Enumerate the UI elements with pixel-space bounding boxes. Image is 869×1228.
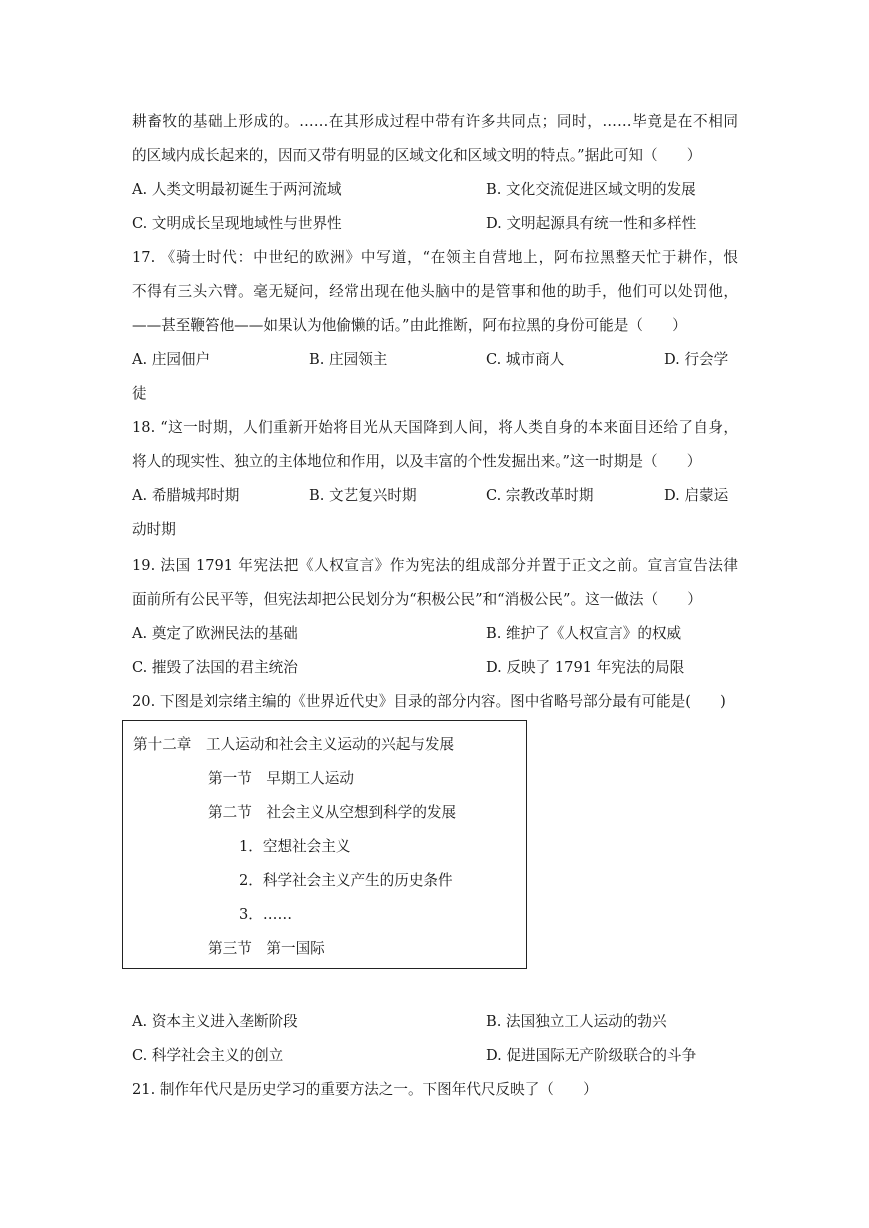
q19-stem-line-2: 面前所有公民平等，但宪法却把公民划分为“积极公民”和“消极公民”。这一做法（ ） — [132, 591, 702, 608]
toc-chapter: 第十二章 工人运动和社会主义运动的兴起与发展 — [133, 736, 455, 753]
q17-option-d-wrap: 徒 — [132, 385, 147, 402]
q19-option-a[interactable]: A. 奠定了欧洲民法的基础 — [132, 625, 298, 642]
q16-stem-line-2: 的区域内成长起来的，因而又带有明显的区域文化和区域文明的特点。”据此可知（ ） — [132, 147, 702, 164]
q17-stem-line-2: 不得有三头六臂。毫无疑问，经常出现在他头脑中的是管事和他的助手，他们可以处罚他， — [132, 283, 738, 300]
q18-option-a[interactable]: A. 希腊城邦时期 — [132, 487, 240, 504]
q20-option-d[interactable]: D. 促进国际无产阶级联合的斗争 — [486, 1047, 697, 1064]
q19-option-c[interactable]: C. 摧毁了法国的君主统治 — [132, 659, 298, 676]
q18-stem-line-1: 18. “这一时期，人们重新开始将目光从天国降到人间，将人类自身的本来面目还给了自身， — [132, 419, 738, 436]
q17-stem-line-1: 17. 《骑士时代：中世纪的欧洲》中写道，“在领主自营地上，阿布拉黑整天忙于耕作，恨 — [132, 249, 738, 266]
q16-option-b[interactable]: B. 文化交流促进区域文明的发展 — [486, 181, 696, 198]
q17-option-c[interactable]: C. 城市商人 — [486, 351, 565, 368]
q17-stem-line-3: ——甚至鞭笞他——如果认为他偷懒的话。”由此推断，阿布拉黑的身份可能是（ ） — [132, 317, 687, 334]
q19-option-d[interactable]: D. 反映了 1791 年宪法的局限 — [486, 659, 685, 676]
q20-option-c[interactable]: C. 科学社会主义的创立 — [132, 1047, 284, 1064]
q16-stem-line-1: 耕畜牧的基础上形成的。……在其形成过程中带有许多共同点；同时，……毕竟是在不相同 — [132, 113, 738, 130]
toc-section-1: 第一节 早期工人运动 — [208, 770, 354, 787]
q17-option-d[interactable]: D. 行会学 — [664, 351, 729, 368]
q19-option-b[interactable]: B. 维护了《人权宣言》的权威 — [486, 625, 682, 642]
q18-option-d[interactable]: D. 启蒙运 — [664, 487, 729, 504]
table-of-contents-box — [122, 720, 527, 969]
toc-item-3: 3．…… — [239, 906, 293, 923]
q20-option-a[interactable]: A. 资本主义进入垄断阶段 — [132, 1013, 298, 1030]
q20-option-b[interactable]: B. 法国独立工人运动的勃兴 — [486, 1013, 667, 1030]
q18-stem-line-2: 将人的现实性、独立的主体地位和作用，以及丰富的个性发掘出来。”这一时期是（ ） — [132, 453, 702, 470]
q19-stem-line-1: 19. 法国 1791 年宪法把《人权宣言》作为宪法的组成部分并置于正文之前。宣言宣告法律 — [132, 557, 738, 574]
toc-section-3: 第三节 第一国际 — [208, 940, 325, 957]
q16-option-a[interactable]: A. 人类文明最初诞生于两河流域 — [132, 181, 342, 198]
q16-option-c[interactable]: C. 文明成长呈现地域性与世界性 — [132, 215, 342, 232]
q21-stem: 21. 制作年代尺是历史学习的重要方法之一。下图年代尺反映了（ ） — [132, 1081, 598, 1098]
q16-option-d[interactable]: D. 文明起源具有统一性和多样性 — [486, 215, 697, 232]
q20-stem: 20. 下图是刘宗绪主编的《世界近代史》目录的部分内容。图中省略号部分最有可能是( ) — [132, 693, 726, 710]
q18-option-b[interactable]: B. 文艺复兴时期 — [309, 487, 417, 504]
q18-option-d-wrap: 动时期 — [132, 521, 176, 538]
toc-item-1: 1．空想社会主义 — [239, 838, 351, 855]
q17-option-a[interactable]: A. 庄园佃户 — [132, 351, 211, 368]
q18-option-c[interactable]: C. 宗教改革时期 — [486, 487, 594, 504]
q17-option-b[interactable]: B. 庄园领主 — [309, 351, 388, 368]
toc-item-2: 2．科学社会主义产生的历史条件 — [239, 872, 453, 889]
toc-section-2: 第二节 社会主义从空想到科学的发展 — [208, 804, 457, 821]
